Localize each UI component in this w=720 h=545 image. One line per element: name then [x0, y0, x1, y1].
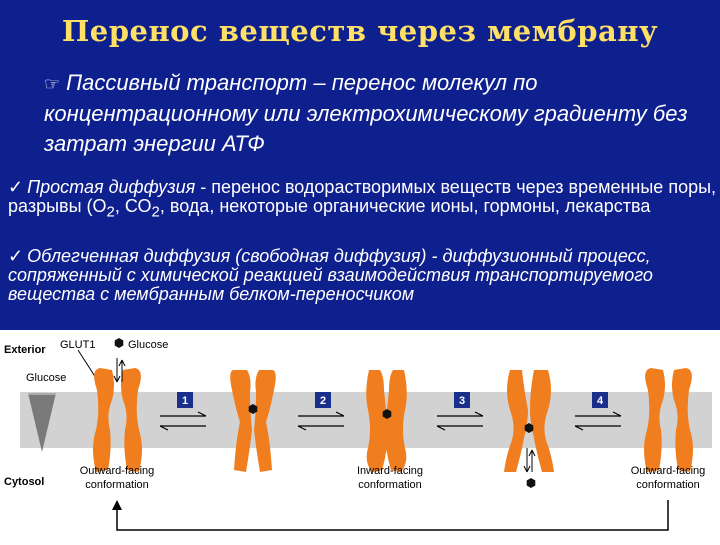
- subscript: 2: [106, 203, 115, 221]
- step-number: 2: [319, 395, 327, 407]
- slide-title: Перенос веществ через мембрану: [61, 14, 659, 48]
- facilitated-diffusion-text: Облегченная диффузия (свободная диффузия) - диффузионный процесс, сопряженный с химической реакцией взаимодействия транспортируемого вещества с мембранным белком-переносчиком: [8, 246, 653, 304]
- glut1-pointer-line: [78, 350, 96, 378]
- checkmark-icon: ✓: [8, 177, 24, 197]
- step-number: 1: [181, 395, 189, 407]
- state-label: conformation: [358, 479, 422, 491]
- intro-paragraph: [44, 68, 704, 159]
- exterior-label: Exterior: [4, 344, 46, 356]
- glut1-transport-diagram: [0, 330, 720, 540]
- simple-diffusion-text: - перенос водорастворимых веществ через временные поры, разрывы (О: [8, 177, 717, 216]
- state-label: conformation: [85, 479, 149, 491]
- subscript: 2: [151, 203, 160, 221]
- simple-diffusion-paragraph: [8, 178, 718, 222]
- glucose-key-label: Glucose: [128, 339, 169, 351]
- simple-diffusion-text: , вода, некоторые органические ионы, гормоны, лекарства: [159, 196, 651, 216]
- cytosol-label: Cytosol: [4, 476, 45, 488]
- glucose-gradient-label: Glucose: [26, 372, 67, 384]
- step-number: 4: [596, 395, 604, 407]
- glucose-molecule-released: [527, 478, 536, 488]
- state-label: Outward-facing: [79, 465, 155, 477]
- checkmark-icon: ✓: [8, 246, 24, 266]
- cycle-return-arrow: [117, 500, 668, 530]
- state-label: conformation: [636, 479, 700, 491]
- glut1-label: GLUT1: [60, 339, 96, 351]
- pointing-hand-icon: ☞: [44, 74, 61, 94]
- state-label: Inward-facing: [356, 465, 424, 477]
- glucose-key-icon: [115, 338, 124, 348]
- simple-diffusion-term: Простая диффузия: [27, 177, 196, 197]
- simple-diffusion-text: , СО: [114, 196, 152, 216]
- step-number: 3: [458, 395, 466, 407]
- facilitated-diffusion-paragraph: [8, 247, 718, 304]
- intro-text: Пассивный транспорт – перенос молекул по концентрационному или электрохимическому градиенту без затрат энергии АТФ: [44, 70, 688, 156]
- glut1-protein-bound-bottom: [366, 370, 407, 472]
- state-label: Outward-facing: [630, 465, 706, 477]
